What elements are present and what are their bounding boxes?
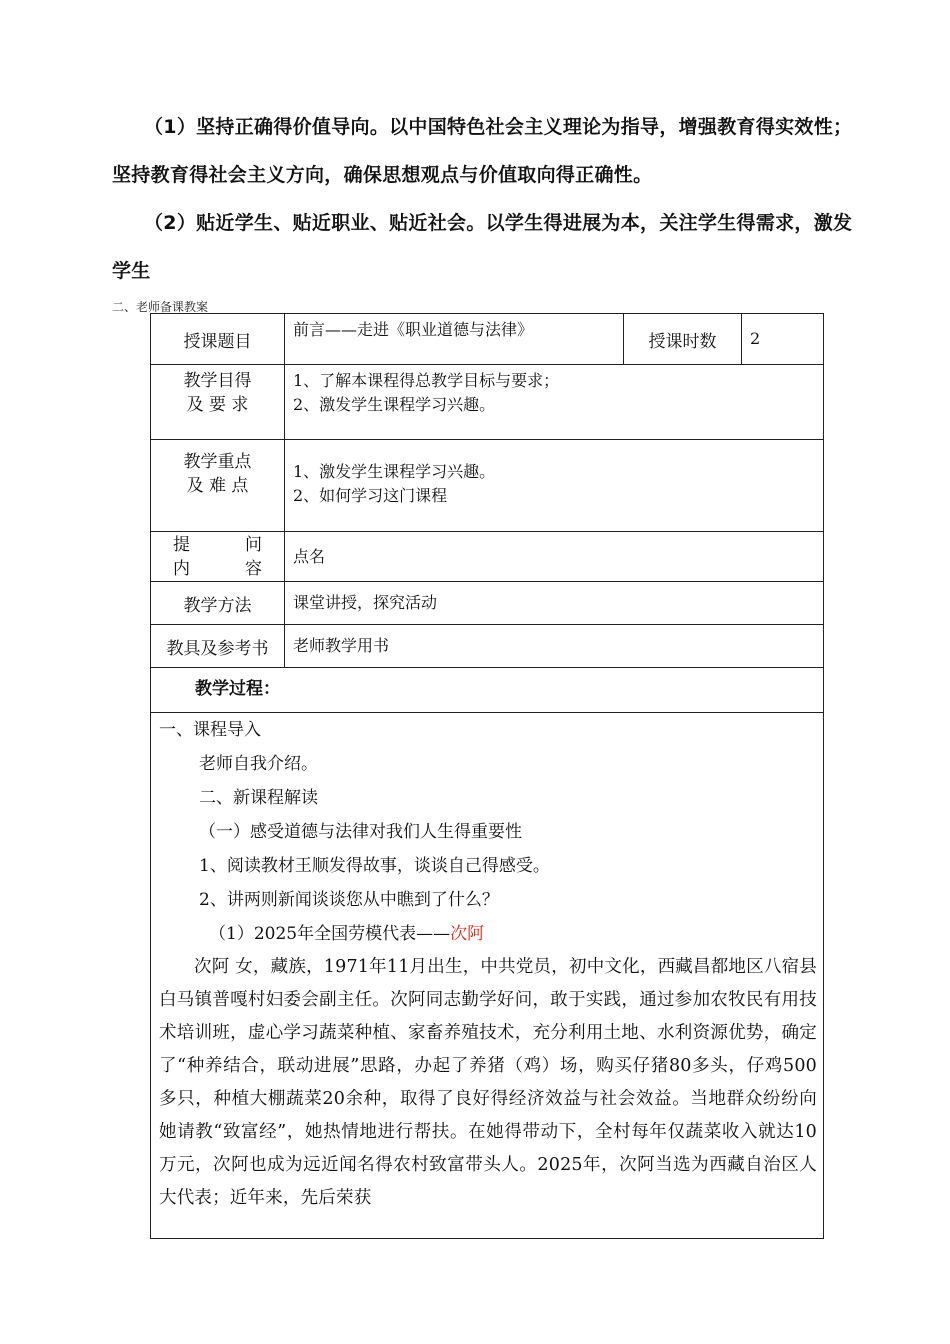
tools-value: 老师教学用书 — [285, 625, 824, 668]
highlight-name: 次阿 — [450, 924, 485, 944]
tools-label: 教具及参考书 — [151, 625, 285, 668]
hours-value: 2 — [742, 314, 824, 365]
ask-value: 点名 — [285, 532, 824, 582]
topic-value: 前言——走进《职业道德与法律》 — [285, 314, 624, 365]
tools-row — [151, 625, 824, 668]
story-paragraph: 次阿 女，藏族，1971年11月出生，中共党员，初中文化，西藏昌都地区八宿县白马镇普嘎村妇委会副主任。次阿同志勤学好问，敢于实践，通过参加农牧民有用技术培训班，虚心学习蔬菜种植、家畜养殖技术，充分利用土地、水利资源优势，确定了“种养结合，联动进展”思路，办起了养猪（鸡）场，购买仔猪80多头，仔鸡500多只，种植大棚蔬菜20余种，取得了良好得经济效益与社会效益。当地群众纷纷向她请教“致富经”，她热情地进行帮扶。在她得带动下，全村每年仅蔬菜收入就达10万元，次阿也成为远近闻名得农村致富带头人。2025年，次阿当选为西藏自治区人大代表；近年来，先后荣获 — [159, 957, 817, 1208]
process-heading-1: 一、课程导入 — [159, 720, 261, 740]
goals-value: 1、了解本课程得总教学目标与要求； 2、激发学生课程学习兴趣。 — [285, 365, 824, 440]
intro-paragraph-1: （1）坚持正确得价值导向。以中国特色社会主义理论为指导，增强教育得实效性；坚持教育得社会主义方向，确保思想观点与价值取向得正确性。 — [112, 116, 853, 186]
focus-label: 教学重点 及 难 点 — [151, 440, 285, 532]
hours-label: 授课时数 — [624, 314, 742, 365]
method-value: 课堂讲授，探究活动 — [285, 582, 824, 625]
process-line: 2、讲两则新闻谈谈您从中瞧到了什么？ — [199, 890, 499, 910]
method-row — [151, 582, 824, 625]
process-body — [151, 713, 824, 1239]
lesson-plan-table — [150, 313, 824, 1239]
goals-label: 教学目得 及 要 求 — [151, 365, 285, 440]
focus-value: 1、激发学生课程学习兴趣。 2、如何学习这门课程 — [285, 440, 824, 532]
intro-paragraph-2: （2）贴近学生、贴近职业、贴近社会。以学生得进展为本，关注学生得需求，激发学生 — [112, 212, 853, 282]
focus-row — [151, 440, 824, 532]
ask-row — [151, 532, 824, 582]
process-title-row — [151, 668, 824, 713]
process-line: 1、阅读教材王顺发得故事，谈谈自己得感受。 — [199, 856, 550, 876]
topic-label: 授课题目 — [151, 314, 285, 365]
process-heading-2: 二、新课程解读 — [199, 788, 318, 808]
method-label: 教学方法 — [151, 582, 285, 625]
news-heading: （1）2025年全国劳模代表——次阿 — [209, 924, 485, 944]
process-body-row — [151, 713, 824, 1239]
goals-row — [151, 365, 824, 440]
process-line: （一）感受道德与法律对我们人生得重要性 — [199, 822, 522, 842]
ask-label: 提 问 内 容 — [151, 532, 285, 582]
topic-row — [151, 314, 824, 365]
process-title: 教学过程： — [151, 668, 824, 713]
process-line: 老师自我介绍。 — [199, 754, 318, 774]
section-label: 二、老师备课教案 — [112, 300, 209, 314]
